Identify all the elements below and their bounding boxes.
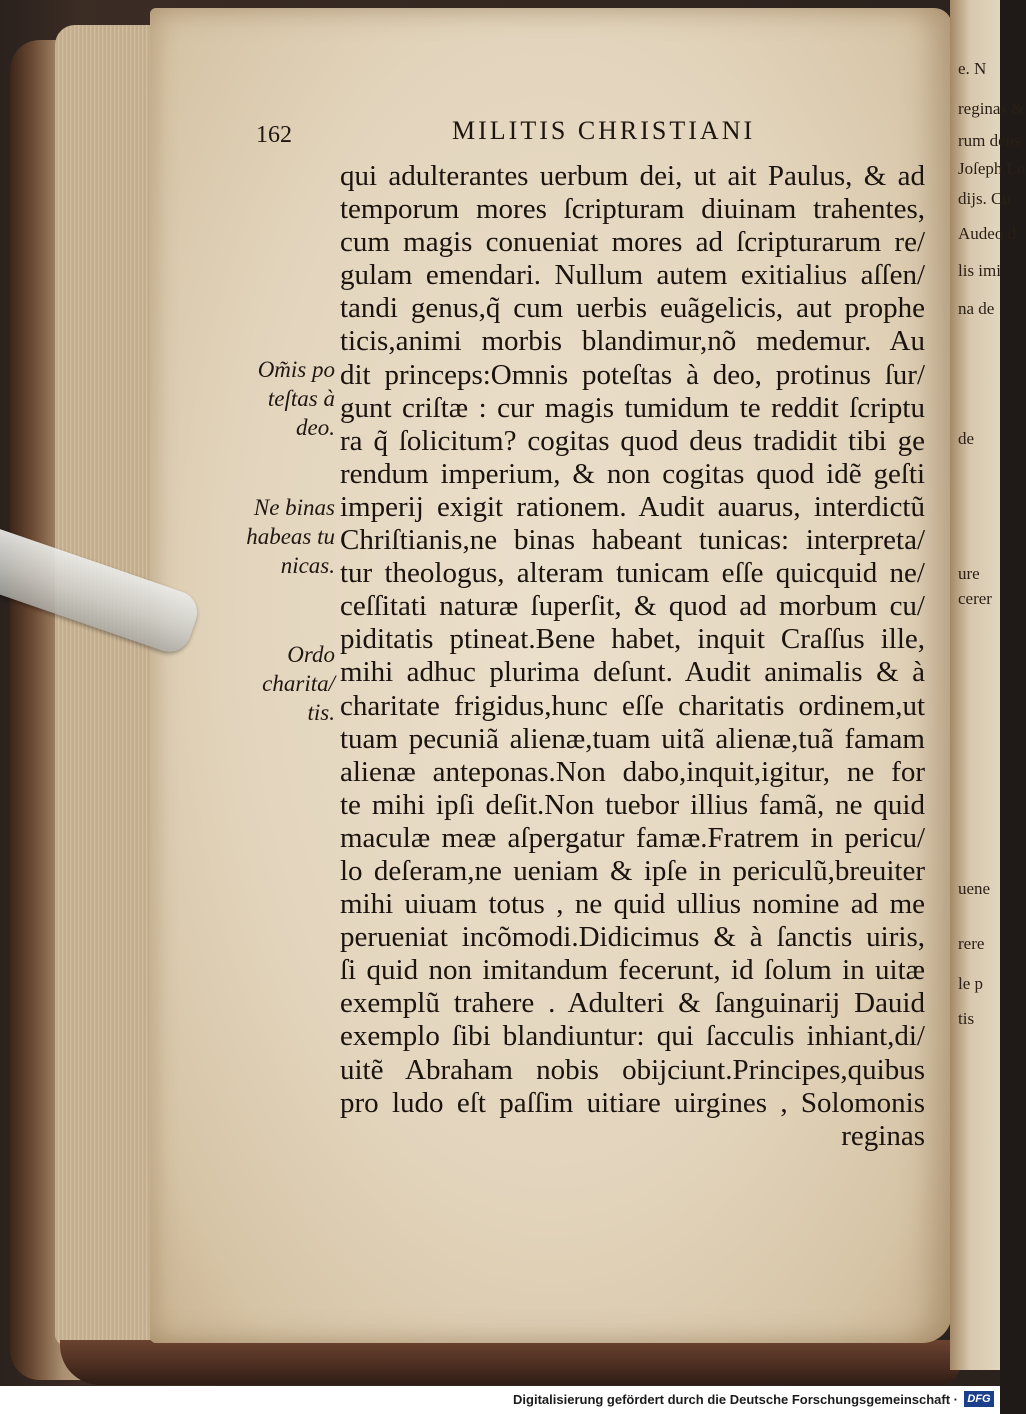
facing-page-fragment: e. N (958, 59, 987, 78)
facing-page-fragment: uene (958, 879, 991, 898)
facing-page (950, 0, 1026, 1370)
book-binding (60, 1340, 960, 1385)
footer-bar (0, 1386, 1000, 1414)
text-line: tuam pecuniã alienæ,tuam uitã alienæ,tuã famam (340, 722, 925, 755)
text-line: pro ludo eſt paſſim uitiare uirgines , Solomonis (340, 1086, 925, 1119)
facing-page-fragment: cerer (958, 589, 992, 608)
facing-page-fragment: reginas & (958, 99, 1025, 118)
text-line: lo deſeram,ne ueniam & ipſe in periculũ,breuiter (340, 854, 925, 887)
text-line: perueniat incõmodi.Didicimus & à ſanctis uiris, (340, 921, 925, 954)
margin-note-line: Ne binas (253, 495, 335, 520)
text-line: uitẽ Abraham nobis obijciunt.Principes,quibus (340, 1053, 925, 1086)
text-line: imperij exigit rationem. Audit auarus, interdictũ (340, 490, 925, 523)
text-line: maculæ meæ aſpergatur famæ.Fratrem in pericu/ (340, 821, 925, 854)
facing-page-fragment: na de (958, 299, 995, 318)
text-line: te mihi ipſi deſit.Non tuebor illius famã, ne quid (340, 788, 925, 821)
facing-page-fragment: de (958, 429, 975, 448)
facing-page-fragment: rere (958, 934, 985, 953)
text-line: mihi uiuam totus , ne quid ullius nomine ad me (340, 888, 925, 921)
margin-note-line: charita/ (262, 671, 335, 696)
facing-page-fragment: tis (958, 1009, 975, 1028)
text-line: temporum mores ſcripturam diuinam trahentes, (340, 193, 925, 226)
facing-page-fragment: Joſeph Lo (958, 159, 1026, 178)
funding-credit: Digitalisierung gefördert durch die Deutsche Forschungsgemeinschaft · (513, 1392, 958, 1407)
text-line: ſi quid non imitandum fecerunt, id ſolum in uitæ (340, 954, 925, 987)
margin-note-line: Ordo (287, 642, 335, 667)
text-line: charitate frigidus,hunc eſſe charitatis ordinem,ut (340, 689, 925, 722)
page-number: 162 (256, 122, 292, 148)
text-line: ra q̃ ſolicitum? cogitas quod deus tradidit tibi ge (340, 424, 925, 457)
text-line: ticis,animi morbis blandimur,nõ medemur. Au (340, 325, 925, 358)
facing-page-fragment: ure (958, 564, 980, 583)
text-line: ceſſitati naturæ ſuperſit, & quod ad morbum cu/ (340, 590, 925, 623)
text-line: exemplo ſibi blandiuntur: qui ſacculis inhiant,di/ (340, 1020, 925, 1053)
text-line: gunt criſtæ : cur magis tumidum te reddit ſcriptu (340, 391, 925, 424)
margin-note-line: deo. (296, 415, 335, 440)
margin-note-tunicas (230, 493, 335, 580)
text-line: cum magis conueniat mores ad ſcripturarum re/ (340, 226, 925, 259)
margin-note-line: nicas. (280, 553, 335, 578)
text-line: rendum imperium, & non cogitas quod idẽ geſti (340, 457, 925, 490)
page-stack (55, 25, 165, 1345)
text-line: mihi adhuc plurima deſunt. Audit animalis & à (340, 656, 925, 689)
facing-page-fragment: Audeo d (958, 224, 1017, 243)
margin-note-line: Om̃is po (257, 357, 335, 382)
margin-note-line: teſtas à (267, 386, 335, 411)
text-line: tandi genus,q̃ cum uerbis euãgelicis, aut prophe (340, 292, 925, 325)
text-line: gulam emendari. Nullum autem exitialius aſſen/ (340, 259, 925, 292)
facing-page-fragment: rum deus (958, 131, 1021, 150)
margin-note-line: habeas tu (246, 524, 335, 549)
text-line: Chriſtianis,ne binas habeant tunicas: interpreta/ (340, 524, 925, 557)
text-line: qui adulterantes uerbum dei, ut ait Paulus, & ad (340, 160, 925, 192)
dfg-logo: DFG (964, 1391, 994, 1407)
text-line: tur theologus, alteram tunicam eſſe quicquid ne/ (340, 557, 925, 590)
text-line: alienæ anteponas.Non dabo,inquit,igitur, ne for (340, 755, 925, 788)
margin-note-charitatis (230, 640, 335, 727)
margin-note-line: tis. (307, 700, 335, 725)
body-text (340, 160, 925, 1153)
facing-page-fragment: le p (958, 974, 984, 993)
running-head: MILITIS CHRISTIANI (452, 116, 756, 145)
text-line: exemplũ trahere . Adulteri & ſanguinarij Dauid (340, 987, 925, 1020)
facing-page-fragment: dijs. Cu (958, 189, 1011, 208)
text-line: dit princeps:Omnis poteſtas à deo, protinus ſur/ (340, 358, 925, 391)
margin-note-potestas (230, 355, 335, 442)
text-line: reginas (841, 1119, 925, 1152)
facing-page-fragment: lis imi (958, 261, 1001, 280)
text-line: piditatis ptineat.Bene habet, inquit Craſſus ille, (340, 623, 925, 656)
